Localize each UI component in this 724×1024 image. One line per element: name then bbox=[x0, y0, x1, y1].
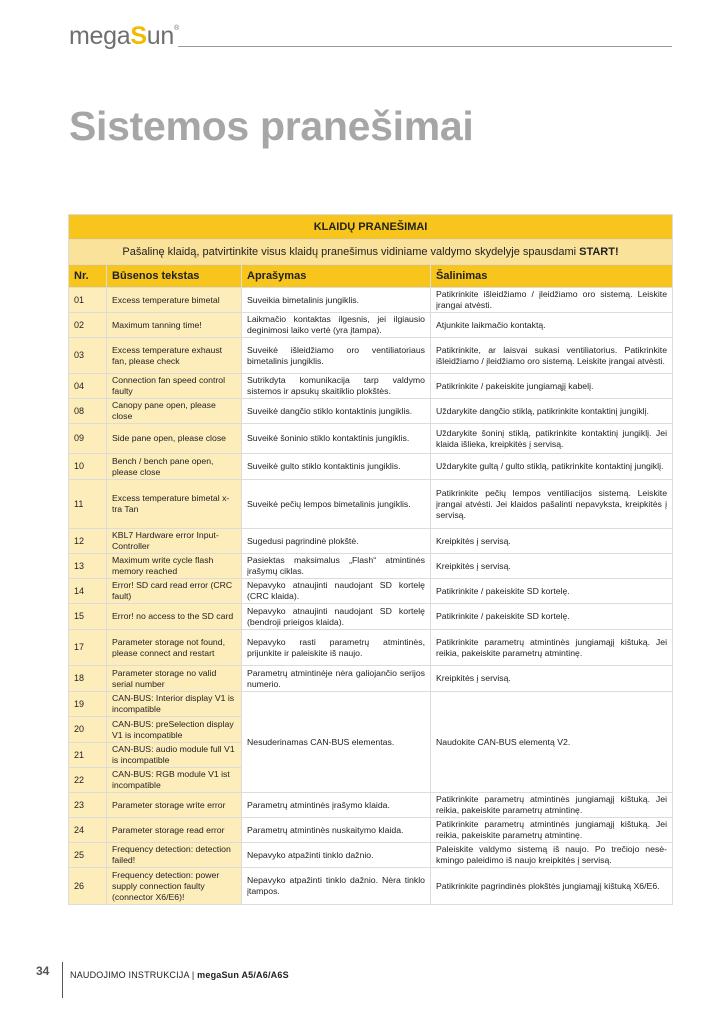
row-status: Excess temperature bimetal bbox=[107, 288, 242, 313]
table-note-start: START! bbox=[579, 245, 619, 258]
row-fix: Patikrinkite pagrindinės plokštės jungiamąjį kištuką X6/E6. bbox=[431, 868, 673, 905]
row-fix: Kreipkitės į servisą. bbox=[431, 554, 673, 579]
table-row bbox=[69, 692, 673, 717]
row-status: CAN-BUS: RGB module V1 ist incompatible bbox=[107, 768, 242, 793]
table-row bbox=[69, 480, 673, 529]
footer-manual: NAUDOJIMO INSTRUKCIJA bbox=[70, 970, 190, 980]
row-number: 24 bbox=[69, 818, 107, 843]
row-status: Excess temperature exhaust fan, please check bbox=[107, 338, 242, 374]
logo-s: S bbox=[130, 22, 147, 50]
table-row bbox=[69, 868, 673, 905]
row-status: Excess temperature bimetal x-tra Tan bbox=[107, 480, 242, 529]
row-number: 23 bbox=[69, 793, 107, 818]
table-row bbox=[69, 818, 673, 843]
row-fix: Patikrinkite / pakeiskite SD kortelę. bbox=[431, 604, 673, 630]
row-status: Parameter storage not found, please connect and restart bbox=[107, 630, 242, 666]
logo-registered: ® bbox=[173, 25, 179, 32]
row-description: Parametrų atmintinėje nėra galiojančio serijos numerio. bbox=[242, 666, 431, 692]
row-fix: Kreipkitės į servisą. bbox=[431, 666, 673, 692]
row-number: 18 bbox=[69, 666, 107, 692]
row-number: 09 bbox=[69, 424, 107, 454]
table-row bbox=[69, 554, 673, 579]
row-status: Bench / bench pane open, please close bbox=[107, 454, 242, 480]
row-number: 11 bbox=[69, 480, 107, 529]
row-fix: Uždarykite dangčio stiklą, patikrinkite kontaktinį jungiklį. bbox=[431, 399, 673, 424]
row-fix: Patikrinkite, ar laisvai sukasi ventiliatorius. Patikrinkite išleidžiamo / įleidžiamo oro sistemą. Leiskite įrangai atvėsti. bbox=[431, 338, 673, 374]
canbus-description: Nesuderinamas CAN-BUS elementas. bbox=[242, 692, 431, 793]
row-number: 03 bbox=[69, 338, 107, 374]
row-description: Suveikia bimetalinis jungiklis. bbox=[242, 288, 431, 313]
row-status: Maximum write cycle flash memory reached bbox=[107, 554, 242, 579]
table-row bbox=[69, 604, 673, 630]
table-row bbox=[69, 630, 673, 666]
row-number: 13 bbox=[69, 554, 107, 579]
logo bbox=[69, 22, 179, 51]
table-row bbox=[69, 313, 673, 338]
table-row bbox=[69, 843, 673, 868]
row-fix: Patikrinkite / pakeiskite jungiamąjį kabelį. bbox=[431, 374, 673, 399]
table-note-text: Pašalinę klaidą, patvirtinkite visus klaidų pranešimus vidiniame valdymo skydelyje spausdami bbox=[122, 245, 577, 258]
row-description: Suveikė pečių lempos bimetalinis jungiklis. bbox=[242, 480, 431, 529]
row-status: Parameter storage no valid serial number bbox=[107, 666, 242, 692]
row-description: Laikmačio kontaktas ilgesnis, jei ilgiausio deginimosi laiko vertė (yra įtampa). bbox=[242, 313, 431, 338]
row-description: Pasiektas maksimalus „Flash“ atmintinės įrašymų ciklas. bbox=[242, 554, 431, 579]
row-status: Parameter storage write error bbox=[107, 793, 242, 818]
row-fix: Patikrinkite / pakeiskite SD kortelę. bbox=[431, 579, 673, 604]
row-status: CAN-BUS: audio module full V1 is incompatible bbox=[107, 743, 242, 768]
row-description: Nepavyko atnaujinti naudojant SD kortelę (CRC klaida). bbox=[242, 579, 431, 604]
footer-separator: | bbox=[191, 970, 195, 980]
table-row bbox=[69, 529, 673, 554]
row-fix: Patikrinkite išleidžiamo / įleidžiamo oro sistemą. Leiskite įrangai atvėsti. bbox=[431, 288, 673, 313]
column-header-nr: Nr. bbox=[69, 265, 107, 288]
error-table bbox=[68, 214, 673, 905]
row-description: Parametrų atmintinės įrašymo klaida. bbox=[242, 793, 431, 818]
row-fix: Patikrinkite parametrų atmintinės jungiamąjį kištuką. Jei reikia, pakeiskite parametrų atmintinę. bbox=[431, 630, 673, 666]
footer-model: megaSun A5/A6/A6S bbox=[197, 970, 289, 980]
row-status: CAN-BUS: preSelection display V1 is incompatible bbox=[107, 717, 242, 743]
row-number: 25 bbox=[69, 843, 107, 868]
row-status: Canopy pane open, please close bbox=[107, 399, 242, 424]
row-number: 12 bbox=[69, 529, 107, 554]
row-status: Error! no access to the SD card bbox=[107, 604, 242, 630]
row-status: Frequency detection: detection failed! bbox=[107, 843, 242, 868]
row-number: 26 bbox=[69, 868, 107, 905]
row-fix: Uždarykite šoninį stiklą, patikrinkite kontaktinį jungiklį. Jei klaida išlieka, kreipkitės į servisą. bbox=[431, 424, 673, 454]
row-number: 21 bbox=[69, 743, 107, 768]
table-row bbox=[69, 288, 673, 313]
table-heading: KLAIDŲ PRANEŠIMAI bbox=[69, 215, 673, 240]
row-number: 19 bbox=[69, 692, 107, 717]
row-description: Suveikė dangčio stiklo kontaktinis jungiklis. bbox=[242, 399, 431, 424]
header-rule bbox=[178, 46, 672, 47]
row-description: Sugedusi pagrindinė plokštė. bbox=[242, 529, 431, 554]
row-number: 01 bbox=[69, 288, 107, 313]
footer-text bbox=[70, 970, 289, 980]
row-fix: Patikrinkite parametrų atmintinės jungiamąjį kištuką. Jei reikia, pakeiskite parametrų atmintinę. bbox=[431, 793, 673, 818]
row-status: Parameter storage read error bbox=[107, 818, 242, 843]
table-note bbox=[69, 240, 673, 265]
row-fix: Paleiskite valdymo sistemą iš naujo. Po trečiojo nesėkmingo paleidimo iš naujo kreipkitės į servisą. bbox=[431, 843, 673, 868]
row-fix: Atjunkite laikmačio kontaktą. bbox=[431, 313, 673, 338]
row-fix: Patikrinkite pečių lempos ventiliacijos sistemą. Leiskite įrangai atvėsti. Jei klaidos pašalinti nepavyksta, kreipkitės į servisą. bbox=[431, 480, 673, 529]
row-status: Maximum tanning time! bbox=[107, 313, 242, 338]
row-description: Nepavyko rasti parametrų atmintinės, prijunkite ir paleiskite iš naujo. bbox=[242, 630, 431, 666]
row-number: 22 bbox=[69, 768, 107, 793]
table-row bbox=[69, 374, 673, 399]
column-header-fix: Šalinimas bbox=[431, 265, 673, 288]
row-number: 20 bbox=[69, 717, 107, 743]
row-status: Connection fan speed control faulty bbox=[107, 374, 242, 399]
row-status: Error! SD card read error (CRC fault) bbox=[107, 579, 242, 604]
column-header-description: Aprašymas bbox=[242, 265, 431, 288]
row-fix: Uždarykite gultą / gulto stiklą, patikrinkite kontaktinį jungiklį. bbox=[431, 454, 673, 480]
table-row bbox=[69, 666, 673, 692]
row-description: Sutrikdyta komunikacija tarp valdymo sistemos ir apsukų skaitiklio plokštės. bbox=[242, 374, 431, 399]
row-number: 10 bbox=[69, 454, 107, 480]
table-row bbox=[69, 579, 673, 604]
row-status: Side pane open, please close bbox=[107, 424, 242, 454]
row-description: Parametrų atmintinės nuskaitymo klaida. bbox=[242, 818, 431, 843]
row-description: Suveikė išleidžiamo oro ventiliatoriaus bimetalinis jungiklis. bbox=[242, 338, 431, 374]
row-number: 14 bbox=[69, 579, 107, 604]
row-number: 17 bbox=[69, 630, 107, 666]
page-title: Sistemos pranešimai bbox=[69, 103, 474, 149]
page-number: 34 bbox=[36, 964, 50, 978]
row-description: Nepavyko atpažinti tinklo dažnio. Nėra tinklo įtampos. bbox=[242, 868, 431, 905]
table-row bbox=[69, 793, 673, 818]
table-row bbox=[69, 399, 673, 424]
row-number: 04 bbox=[69, 374, 107, 399]
logo-un: un bbox=[146, 22, 174, 50]
canbus-fix: Naudokite CAN-BUS elementą V2. bbox=[431, 692, 673, 793]
row-status: CAN-BUS: Interior display V1 is incompatible bbox=[107, 692, 242, 717]
row-status: KBL7 Hardware error Input-Controller bbox=[107, 529, 242, 554]
row-number: 15 bbox=[69, 604, 107, 630]
row-description: Nepavyko atnaujinti naudojant SD kortelę (bendroji prieigos klaida). bbox=[242, 604, 431, 630]
row-status: Frequency detection: power supply connection faulty (connector X6/E6)! bbox=[107, 868, 242, 905]
row-fix: Patikrinkite parametrų atmintinės jungiamąjį kištuką. Jei reikia, pakeiskite parametrų atmintinę. bbox=[431, 818, 673, 843]
table-row bbox=[69, 454, 673, 480]
footer-divider bbox=[62, 962, 63, 998]
table-body bbox=[69, 288, 673, 905]
row-description: Suveikė šoninio stiklo kontaktinis jungiklis. bbox=[242, 424, 431, 454]
table-row bbox=[69, 338, 673, 374]
row-fix: Kreipkitės į servisą. bbox=[431, 529, 673, 554]
logo-mega: mega bbox=[69, 22, 131, 50]
column-header-status: Būsenos tekstas bbox=[107, 265, 242, 288]
row-description: Suveikė gulto stiklo kontaktinis jungiklis. bbox=[242, 454, 431, 480]
row-number: 02 bbox=[69, 313, 107, 338]
row-number: 08 bbox=[69, 399, 107, 424]
table-row bbox=[69, 424, 673, 454]
row-description: Nepavyko atpažinti tinklo dažnio. bbox=[242, 843, 431, 868]
